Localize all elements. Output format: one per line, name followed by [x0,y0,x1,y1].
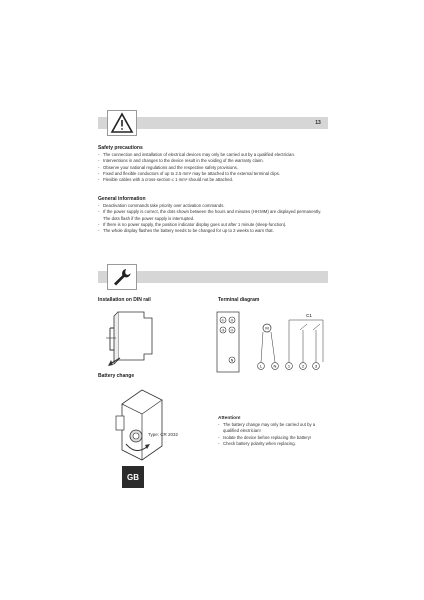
terminal-title: Terminal diagram [218,297,260,303]
terminal-label: L [259,363,263,369]
terminal-label: N [273,363,277,369]
list-item: - Fixed and flexible conductors of up to 2.5 mm² may be attached to the external terminal clips. [98,171,326,177]
warning-icon [111,113,133,133]
warning-icon-box [107,110,137,136]
terminal-label: N [230,358,234,363]
general-title: General information [98,196,146,202]
list-item: - Isolate the device before replacing the battery! [218,435,328,441]
list-item: - Flexible cables with a cross-section ≤ 1 mm² should not be attached. [98,177,326,183]
safety-list [98,152,326,183]
list-item: - If the power supply is correct, the dots shown between the hours and minutes (HH:MM) are displayed permanently. The dots flash if the power supply is interrupted. [98,209,326,222]
safety-title: Safety precautions [98,145,143,151]
terminal-label: 3 [314,363,318,369]
wrench-icon-box [107,264,137,290]
list-item: - The battery change may only be carried out by a qualified electrician! [218,422,328,435]
battery-title: Battery change [98,373,135,379]
list-item: - Deactivation commands take priority over activation commands. [98,203,326,209]
terminal-label: ② [230,318,234,323]
list-item: - Check battery polarity when replacing. [218,441,328,447]
attention-title: Attention! [218,416,241,421]
installation-title: Installation on DIN rail [98,297,151,303]
c1-label: C1 [306,313,312,318]
attention-list [218,422,328,447]
terminal-label: ④ [230,328,234,333]
battery-type-label: Type: CR 2032 [148,432,179,437]
list-item: - Observe your national regulations and the respective safety provisions. [98,165,326,171]
battery-change-illustration [112,384,172,462]
list-item: - The connection and installation of electrical devices may only be carried out by a qualified electrician. [98,152,326,158]
list-item: - The whole display flashes the battery needs to be changed for up to 2 weeks to warn that. [98,228,326,234]
language-badge: GB [122,466,144,488]
terminal-label: ① [221,318,225,323]
motor-label: M [265,325,269,331]
page-number: 13 [308,117,328,129]
terminal-label: ③ [221,328,225,333]
attention-block [218,416,328,447]
wrench-icon [111,267,133,287]
list-item: - Interventions in and changes to the device result in the voiding of the warranty claim. [98,158,326,164]
terminal-label: 2 [301,363,305,369]
general-list [98,203,326,234]
terminal-diagram [215,308,330,374]
list-item: - If there is no power supply, the position indicator display goes out after 1 minute (sleep-function). [98,222,326,228]
din-rail-illustration [100,308,160,368]
terminal-label: 1 [287,363,291,369]
